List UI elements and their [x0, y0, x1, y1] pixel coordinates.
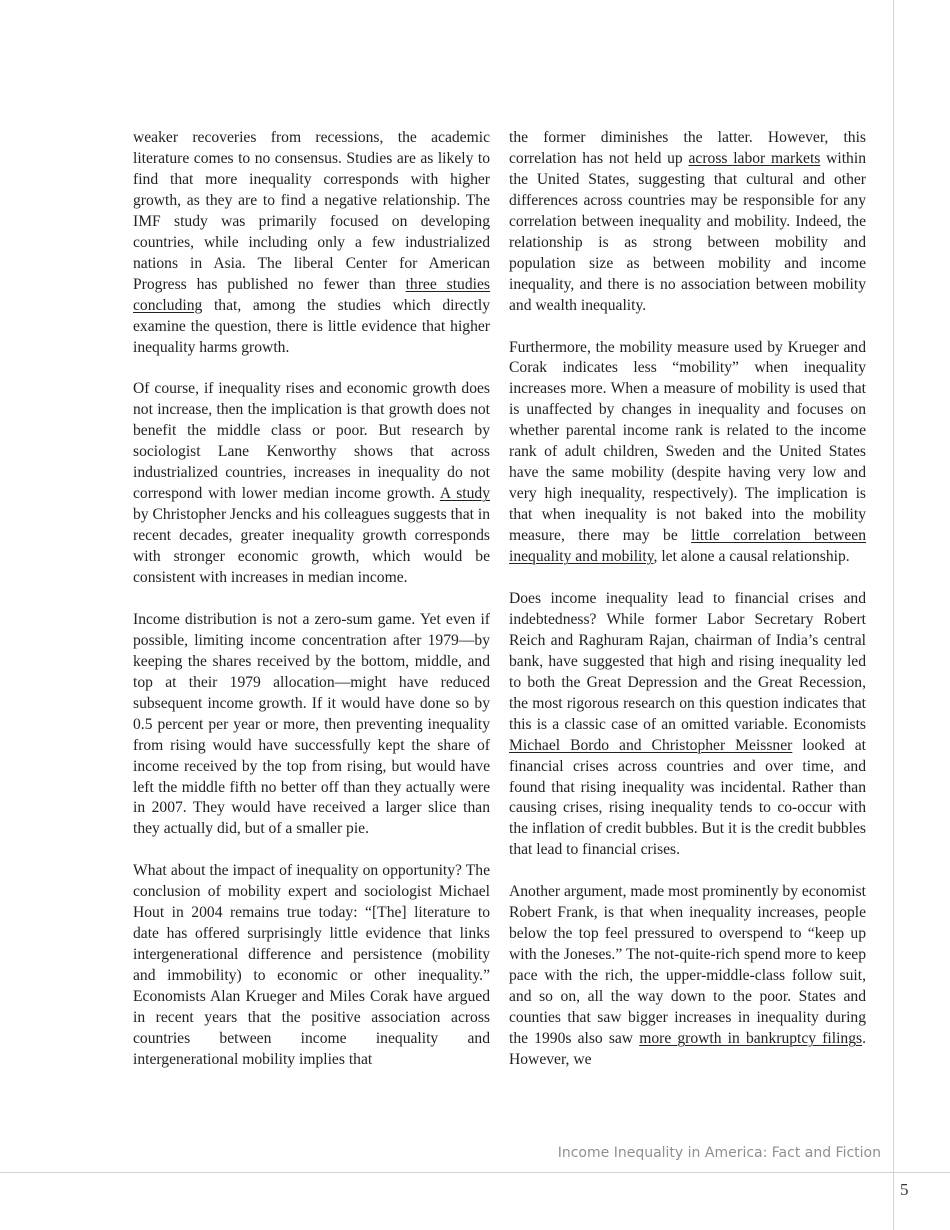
paragraph: weaker recoveries from recessions, the academic literature comes to no consensus. Studies are as likely to find that more inequality corresponds with higher growth, as they are to find a negative relationship. The IMF study was primarily focused on developing countries, while including only a few industrialized nations in Asia. The liberal Center for American Progress has published no fewer than three studies concluding that, among the studies which directly examine the question, there is little evidence that higher inequality harms growth.: [133, 129, 490, 356]
paragraph: Another argument, made most prominently by economist Robert Frank, is that when inequality increases, people below the top feel pressured to overspend to “keep up with the Joneses.” The not-quite-rich spend more to keep pace with the rich, the upper-middle-class follow suit, and so on, all the way down to the poor. States and counties that saw bigger increases in inequality during the 1990s also saw more growth in bankruptcy filings. However, we: [509, 883, 867, 1068]
link-three-studies-concluding[interactable]: three studies concluding: [133, 275, 490, 314]
paragraph: Income distribution is not a zero-sum game. Yet even if possible, limiting income concentration after 1979—by keeping the shares received by the bottom, middle, and top at their 1979 allocation—might have reduced subsequent income growth. If it would have done so by 0.5 percent per year or more, then preventing inequality from rising would have successfully kept the share of income received by the top from rising, but would have left the middle fifth no better off than they actually were in 2007. They would have received a larger slice than they actually did, but of a smaller pie.: [133, 610, 490, 838]
link-across-labor-markets[interactable]: across labor markets: [688, 149, 821, 167]
paragraph: the former diminishes the latter. However, this correlation has not held up across labor markets within the United States, suggesting that cultural and other differences across countries may be responsible for any correlation between inequality and mobility. Indeed, the relationship is as strong between mobility and population size as between mobility and income inequality, and there is no association between mobility and wealth inequality.: [509, 129, 866, 314]
paragraph: Of course, if inequality rises and economic growth does not increase, then the implication is that growth does not benefit the middle class or poor. But research by sociologist Lane Kenworthy shows that across industrialized countries, increases in inequality do not correspond with lower median income growth. A study by Christopher Jencks and his colleagues suggests that in recent decades, greater inequality growth corresponds with stronger economic growth, which would be consistent with increases in median income.: [133, 380, 490, 586]
paragraph: Furthermore, the mobility measure used by Krueger and Corak indicates less “mobility” when inequality increases more. When a measure of mobility is used that is unaffected by changes in inequality and focuses on whether parental income rank is related to the income rank of adult children, Sweden and the United States have the same mobility (despite having very low and very high inequality, respectively). The implication is that when inequality is not baked into the mobility measure, there may be little correlation between inequality and mobility, let alone a causal relationship.: [509, 338, 866, 566]
paragraph: What about the impact of inequality on opportunity? The conclusion of mobility expert and sociologist Michael Hout in 2004 remains true today: “[The] literature to date has offered surprisingly little evidence that links intergenerational difference and persistence (mobility and immobility) to economic or other inequality.” Economists Alan Krueger and Miles Corak have argued in recent years that the positive association across countries between income inequality and intergenerational mobility implies that: [133, 862, 490, 1068]
link-little-correlation[interactable]: little correlation between inequality and mobility: [509, 527, 866, 566]
link-a-study[interactable]: A study: [439, 485, 490, 503]
link-bordo-meissner[interactable]: Michael Bordo and Christopher Meissner: [509, 736, 793, 754]
link-bankruptcy-filings[interactable]: more growth in bankruptcy filings: [639, 1029, 863, 1047]
footer-title: Income Inequality in America: Fact and Fiction: [557, 1145, 881, 1161]
paragraph: Does income inequality lead to financial crises and indebtedness? While former Labor Secretary Robert Reich and Raghuram Rajan, chairman of India’s central bank, have suggested that high and rising inequality led to both the Great Depression and the Great Recession, the most rigorous research on this question indicates that this is a classic case of an omitted variable. Economists Michael Bordo and Christopher Meissner looked at financial crises across countries and over time, and found that rising inequality was incidental. Rather than causing crises, rising inequality tends to co-occur with the inflation of credit bubbles. But it is the credit bubbles that lead to financial crises.: [509, 589, 866, 859]
left-column: [133, 128, 490, 1071]
right-margin-rule: [893, 0, 894, 1230]
footer-rule: [0, 1172, 950, 1173]
right-column: [509, 128, 866, 1071]
page-number: 5: [900, 1180, 909, 1199]
